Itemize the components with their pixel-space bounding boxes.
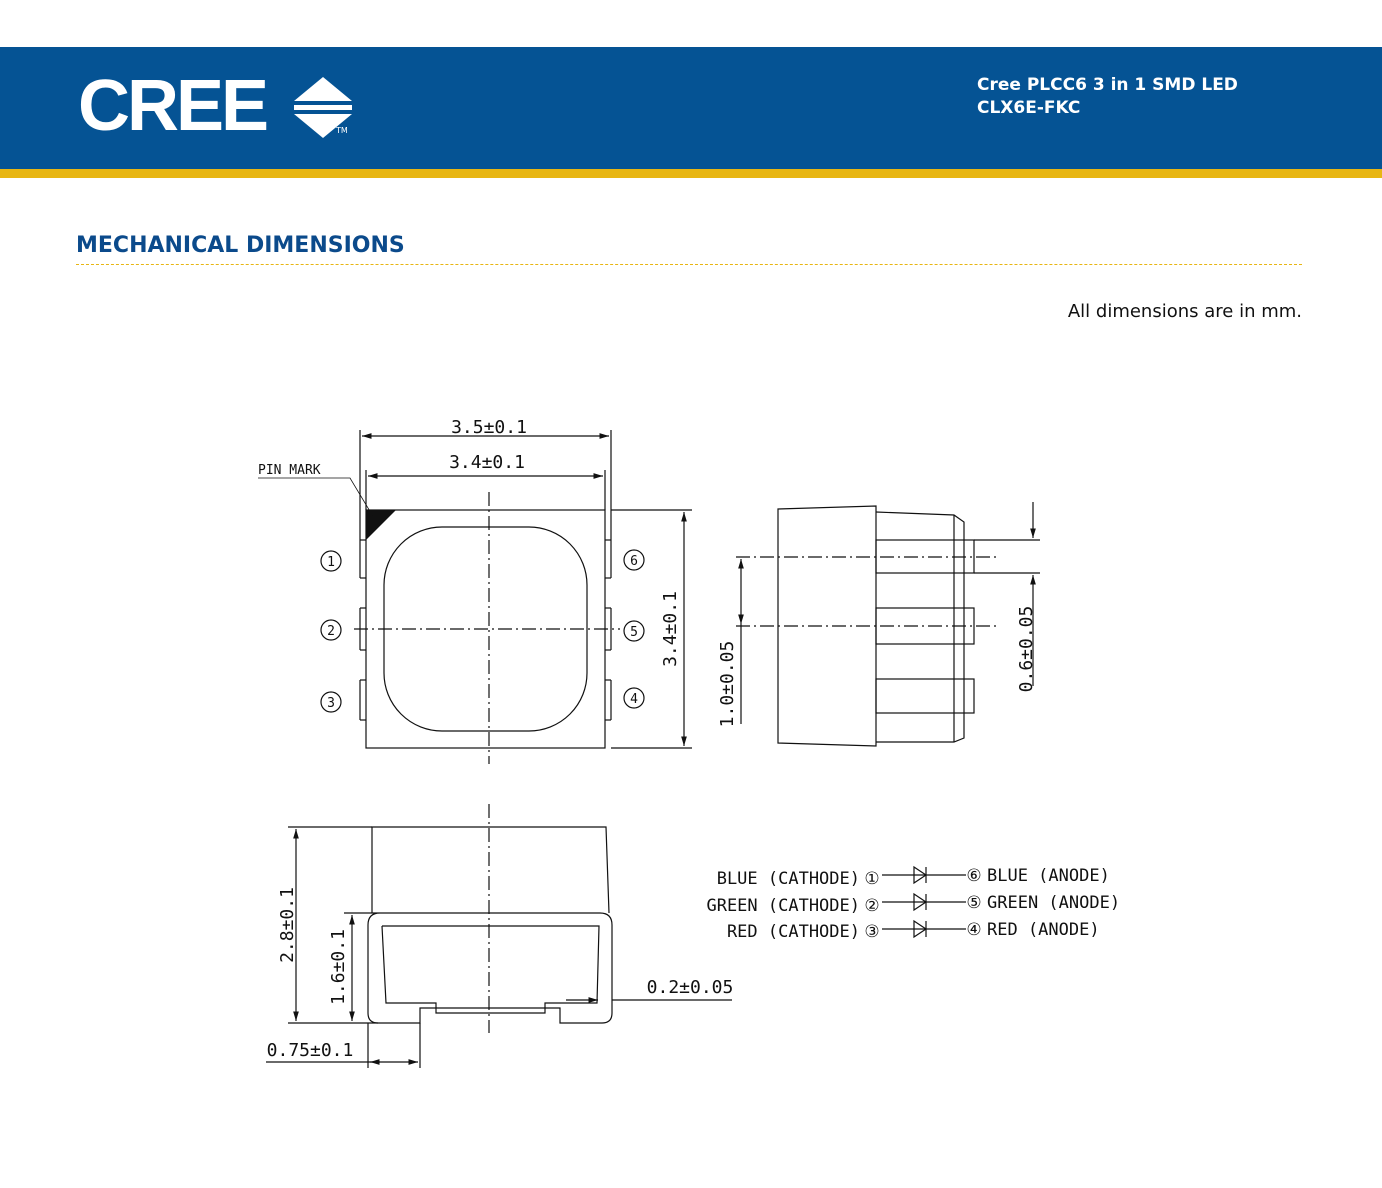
dim-body-height: 1.6±0.1 <box>328 929 349 1005</box>
pin-mark-triangle <box>366 510 396 540</box>
units-note: All dimensions are in mm. <box>1067 301 1302 322</box>
dim-lead-length: 0.75±0.1 <box>266 1040 354 1061</box>
red-anode-pin: ④ <box>966 920 982 940</box>
pin-label-6: 6 <box>630 554 638 569</box>
trademark-mark: TM <box>336 126 348 135</box>
pin-mark-label: PIN MARK <box>258 463 321 478</box>
green-anode-pin: ⑤ <box>966 893 982 913</box>
dim-width-outer: 3.5±0.1 <box>451 417 527 438</box>
dim-lead-thickness: 0.2±0.05 <box>646 977 734 998</box>
blue-anode-pin: ⑥ <box>966 866 982 886</box>
red-cathode-label: RED (CATHODE) <box>726 922 860 942</box>
dim-width-inner: 3.4±0.1 <box>449 452 525 473</box>
dim-pad-width: 0.6±0.05 <box>1016 605 1037 693</box>
pin-label-5: 5 <box>630 625 638 640</box>
green-cathode-label: GREEN (CATHODE) <box>706 896 860 916</box>
pin-circuit <box>882 867 966 937</box>
pin-label-1: 1 <box>327 555 335 570</box>
blue-cathode-label: BLUE (CATHODE) <box>716 869 860 889</box>
pin-label-2: 2 <box>327 624 335 639</box>
product-name: Cree PLCC6 3 in 1 SMD LED <box>977 75 1238 95</box>
part-number: CLX6E-FKC <box>977 98 1081 118</box>
pin-label-3: 3 <box>327 696 335 711</box>
top-view <box>258 430 692 764</box>
dim-height: 3.4±0.1 <box>660 591 681 667</box>
blue-anode-label: BLUE (ANODE) <box>987 866 1110 886</box>
dim-pitch: 1.0±0.05 <box>717 640 738 728</box>
pin-label-4: 4 <box>630 692 638 707</box>
dim-total-height: 2.8±0.1 <box>277 887 298 963</box>
red-cathode-pin: ③ <box>864 922 880 942</box>
section-title: MECHANICAL DIMENSIONS <box>76 233 405 258</box>
red-anode-label: RED (ANODE) <box>987 920 1100 940</box>
side-view <box>736 502 1040 746</box>
green-anode-label: GREEN (ANODE) <box>987 893 1121 913</box>
green-cathode-pin: ② <box>864 896 880 916</box>
cree-logo-text: CREE <box>78 66 267 146</box>
blue-cathode-pin: ① <box>864 869 880 889</box>
